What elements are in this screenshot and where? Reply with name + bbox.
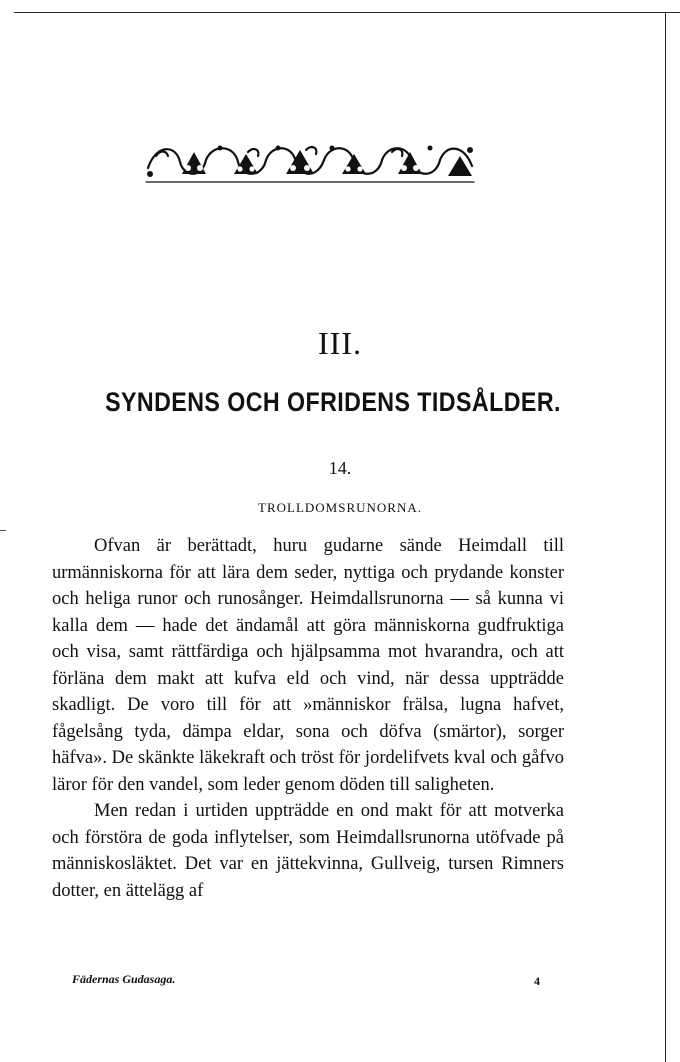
page-top-edge [14,12,680,13]
page-right-edge [665,12,666,1062]
footer-signature: 4 [534,974,540,988]
chapter-title: SYNDENS OCH OFRIDENS TIDSÅLDER. [105,387,561,417]
chapter-number: III. [318,325,362,361]
paragraph: Men redan i urtiden uppträdde en ond makt för att motverka och förstöra de goda inflytelser, som Heimdallsrunorna utöfvade på människosläktet. Det var en jättekvinna, Gullveig, tursen Rimners dotter, en ättelägg af [52,801,564,901]
margin-mark [0,530,6,531]
decorative-ornament-icon [142,138,478,186]
body-text [52,533,564,904]
section-number: 14. [328,458,352,478]
paragraph: Ofvan är berättadt, huru gudarne sände Heimdall till urmänniskorna för att lära dem seder, nyttiga och prydande konster och heliga runor och runosånger. Heimdallsrunorna — så kunna vi kalla dem — hade det ändamål att göra människorna gudfruktiga och visa, samt rättfärdiga och hjälpsamma mot hvarandra, och att förläna dem makt att kufva eld och vind, när dessa uppträdde skadligt. De voro till för att »människor frälsa, lugna hafvet, fågelsång tyda, dämpa eldar, sona och döfva (smärtor), sorger häfva». De skänkte läkekraft och tröst för jordelifvets kval och gåfvo läror för den vandel, som leder genom döden till saligheten. [52,536,564,795]
footer-book-title: Fädernas Gudasaga. [72,972,176,986]
section-title: TROLLDOMSRUNORNA. [258,500,422,515]
